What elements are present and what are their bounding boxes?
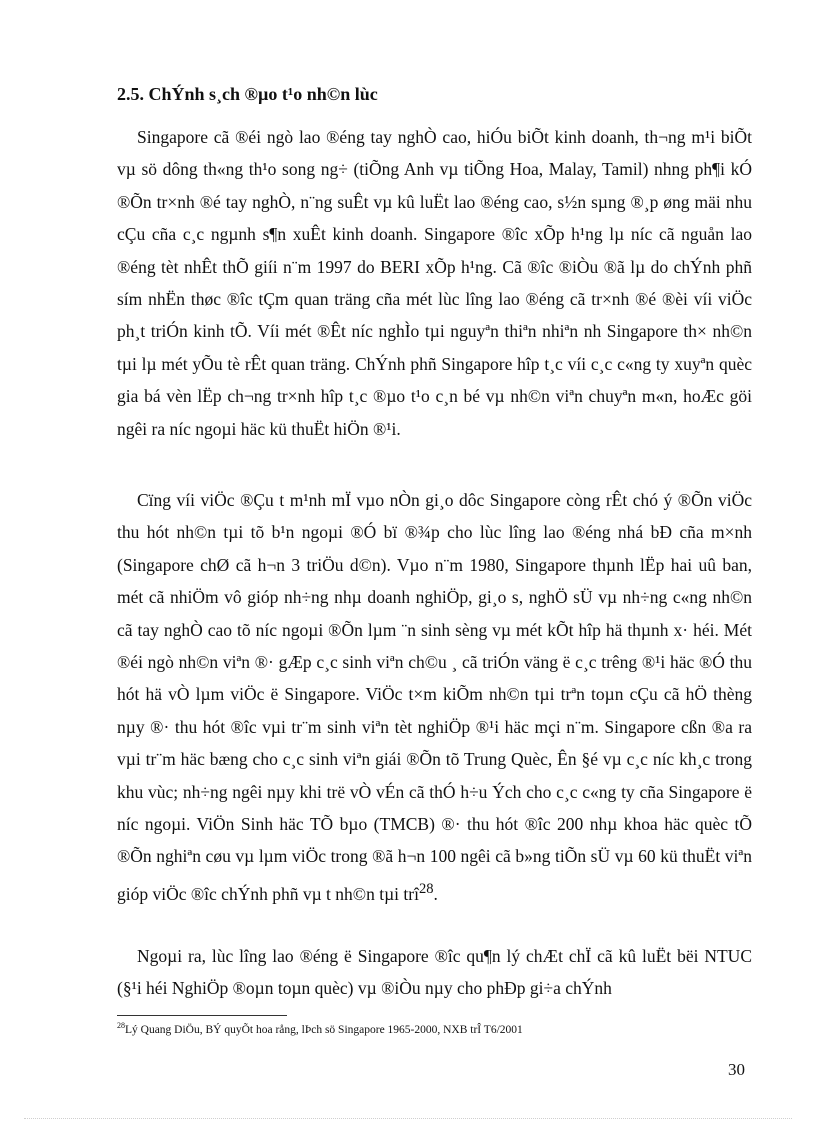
footnote-reference: 28 xyxy=(418,880,434,897)
page-number: 30 xyxy=(728,1060,745,1079)
paragraph-3: Ngoµi ra, lùc lîng lao ®éng ë Singapore ®îc qu¶n lý chÆt chÏ cã kû luËt bëi NTUC (§¹i héi NghiÖp ®oµn toµn quèc) vµ ®iÒu nµy cho phÐp gi÷a chÝnh xyxy=(117,946,752,999)
footnote-text: Lý Quang DiÖu, BÝ quyÕt hoa rång, lÞch sö Singapore 1965-2000, NXB trÎ T6/2001 xyxy=(125,1023,523,1036)
paragraph-2: Cïng víi viÖc ®Çu t m¹nh mÏ vµo nÒn gi¸o dôc Singapore còng rÊt chó ý ®Õn viÖc thu hót nh©n tµi tõ b¹n ngoµi ®Ó bï ®¾p cho lùc lîng lao ®éng nhá bÐ cña m×nh (Singapore chØ cã h¬n 3 triÖu d©n). Vµo n¨m 1980, Singapore thµnh lËp hai uû ban, mét cã nhiÖm vô gióp nh÷ng nhµ doanh nghiÖp, gi¸o s, nghÖ sÜ vµ nh÷ng c«ng nh©n cã tay nghÒ cao tõ níc ngoµi ®Õn lµm ¨n sinh sèng vµ mét kÕt hîp hä thµnh x· héi. Mét ®éi ngò nh©n viªn ®· gÆp c¸c sinh viªn ch©u ¸ cã triÓn väng ë c¸c trêng ®¹i häc ®Ó thu hót hä vÒ lµm viÖc ë Singapore. ViÖc t×m kiÕm nh©n tµi trªn toµn cÇu cã hÖ thèng nµy ®· thu hót ®îc vµi tr¨m sinh viªn tèt nghiÖp ®¹i häc mçi n¨m. Singapore cßn ®a ra vµi tr¨m häc bæng cho c¸c sinh viªn giái ®Õn tõ Trung Quèc, Ên §é vµ c¸c níc kh¸c trong khu vùc; nh÷ng ngêi nµy khi trë vÒ vÉn cã thÓ h÷u Ých cho c¸c c«ng ty cña Singapore ë níc ngoµi. ViÖn Sinh häc TÕ bµo (TMCB) ®· thu hót ®îc 200 nhµ khoa häc quèc tÕ ®Õn nghiªn cøu vµ lµm viÖc trong ®ã h¬n 100 ngêi cã b»ng tiÕn sÜ vµ 60 kü thuËt viªn gióp viÖc ®îc chÝnh phñ vµ t nh©n tµi trî$^{28}$. xyxy=(117,490,752,904)
footnote-divider xyxy=(117,1015,287,1016)
footnote-number: 28 xyxy=(117,1021,125,1030)
paragraph-2-text: Cïng víi viÖc ®Çu t m¹nh mÏ vµo nÒn gi¸o dôc Singapore còng rÊt chó ý ®Õn viÖc thu hót nh©n tµi tõ b¹n ngoµi ®Ó bï ®¾p cho lùc lîng lao ®éng nhá bÐ cña m×nh (Singapore chØ cã h¬n 3 triÖu d©n). Vµo n¨m 1980, Singapore thµnh lËp hai uû ban, mét cã nhiÖm vô gióp nh÷ng nhµ doanh nghiÖp, gi¸o s, nghÖ sÜ vµ nh÷ng c«ng nh©n cã tay nghÒ cao tõ níc ngoµi ®Õn lµm ¨n sinh sèng vµ mét kÕt hîp hä thµnh x· héi. Mét ®éi ngò nh©n viªn ®· gÆp c¸c sinh viªn ch©u ¸ cã triÓn väng ë c¸c trêng ®¹i häc ®Ó thu hót hä vÒ lµm viÖc ë Singapore. ViÖc t×m kiÕm nh©n tµi trªn toµn cÇu cã hÖ thèng nµy ®· thu hót ®îc vµi tr¨m sinh viªn tèt nghiÖp ®¹i häc mçi n¨m. Singapore cßn ®a ra vµi tr¨m häc bæng cho c¸c sinh viªn giái ®Õn tõ Trung Quèc, Ên §é vµ c¸c níc kh¸c trong khu vùc; nh÷ng ngêi nµy khi trë vÒ vÉn cã thÓ h÷u Ých cho c¸c c«ng ty cña Singapore ë níc ngoµi. ViÖn Sinh häc TÕ bµo (TMCB) ®· thu hót ®îc 200 nhµ khoa häc quèc tÕ ®Õn nghiªn cøu vµ lµm viÖc trong ®ã h¬n 100 ngêi cã b»ng tiÕn sÜ vµ 60 kü thuËt viªn gióp viÖc ®îc chÝnh phñ vµ t nh©n tµi trî xyxy=(117,490,752,904)
paragraph-1: Singapore cã ®éi ngò lao ®éng tay nghÒ cao, hiÓu biÕt kinh doanh, th¬ng m¹i biÕt vµ sö dông th«ng th¹o song ng÷ (tiÕng Anh vµ tiÕng Hoa, Malay, Tamil) nhng ph¶i kÓ ®Õn tr×nh ®é tay nghÒ, n¨ng suÊt vµ kû luËt lao ®éng cao, s½n sµng ®¸p øng mäi nhu cÇu cña c¸c ngµnh s¶n xuÊt kinh doanh. Singapore ®îc xÕp h¹ng lµ níc cã nguån lao ®éng tèt nhÊt thÕ giíi n¨m 1997 do BERI xÕp h¹ng. Cã ®îc ®iÒu ®ã lµ do chÝnh phñ sím nhËn thøc ®îc tÇm quan träng cña mét lùc lîng lao ®éng cã tr×nh ®é ®èi víi viÖc ph¸t triÓn kinh tÕ. Víi mét ®Êt níc nghÌo tµi nguyªn thiªn nhiªn nh Singapore th× nh©n tµi lµ mét yÕu tè rÊt quan träng. ChÝnh phñ Singapore hîp t¸c víi c¸c c«ng ty xuyªn quèc gia bá vèn lËp ch¬ng tr×nh hîp t¸c ®µo t¹o c¸n bé vµ nh©n viªn chuyªn m«n, hoÆc göi ngêi ra níc ngoµi häc kü thuËt hiÖn ®¹i. xyxy=(117,127,752,439)
section-heading: 2.5. ChÝnh s¸ch ®µo t¹o nh©n lùc xyxy=(117,84,378,104)
page-bottom-border xyxy=(24,1118,792,1119)
footnote xyxy=(117,1021,752,1036)
